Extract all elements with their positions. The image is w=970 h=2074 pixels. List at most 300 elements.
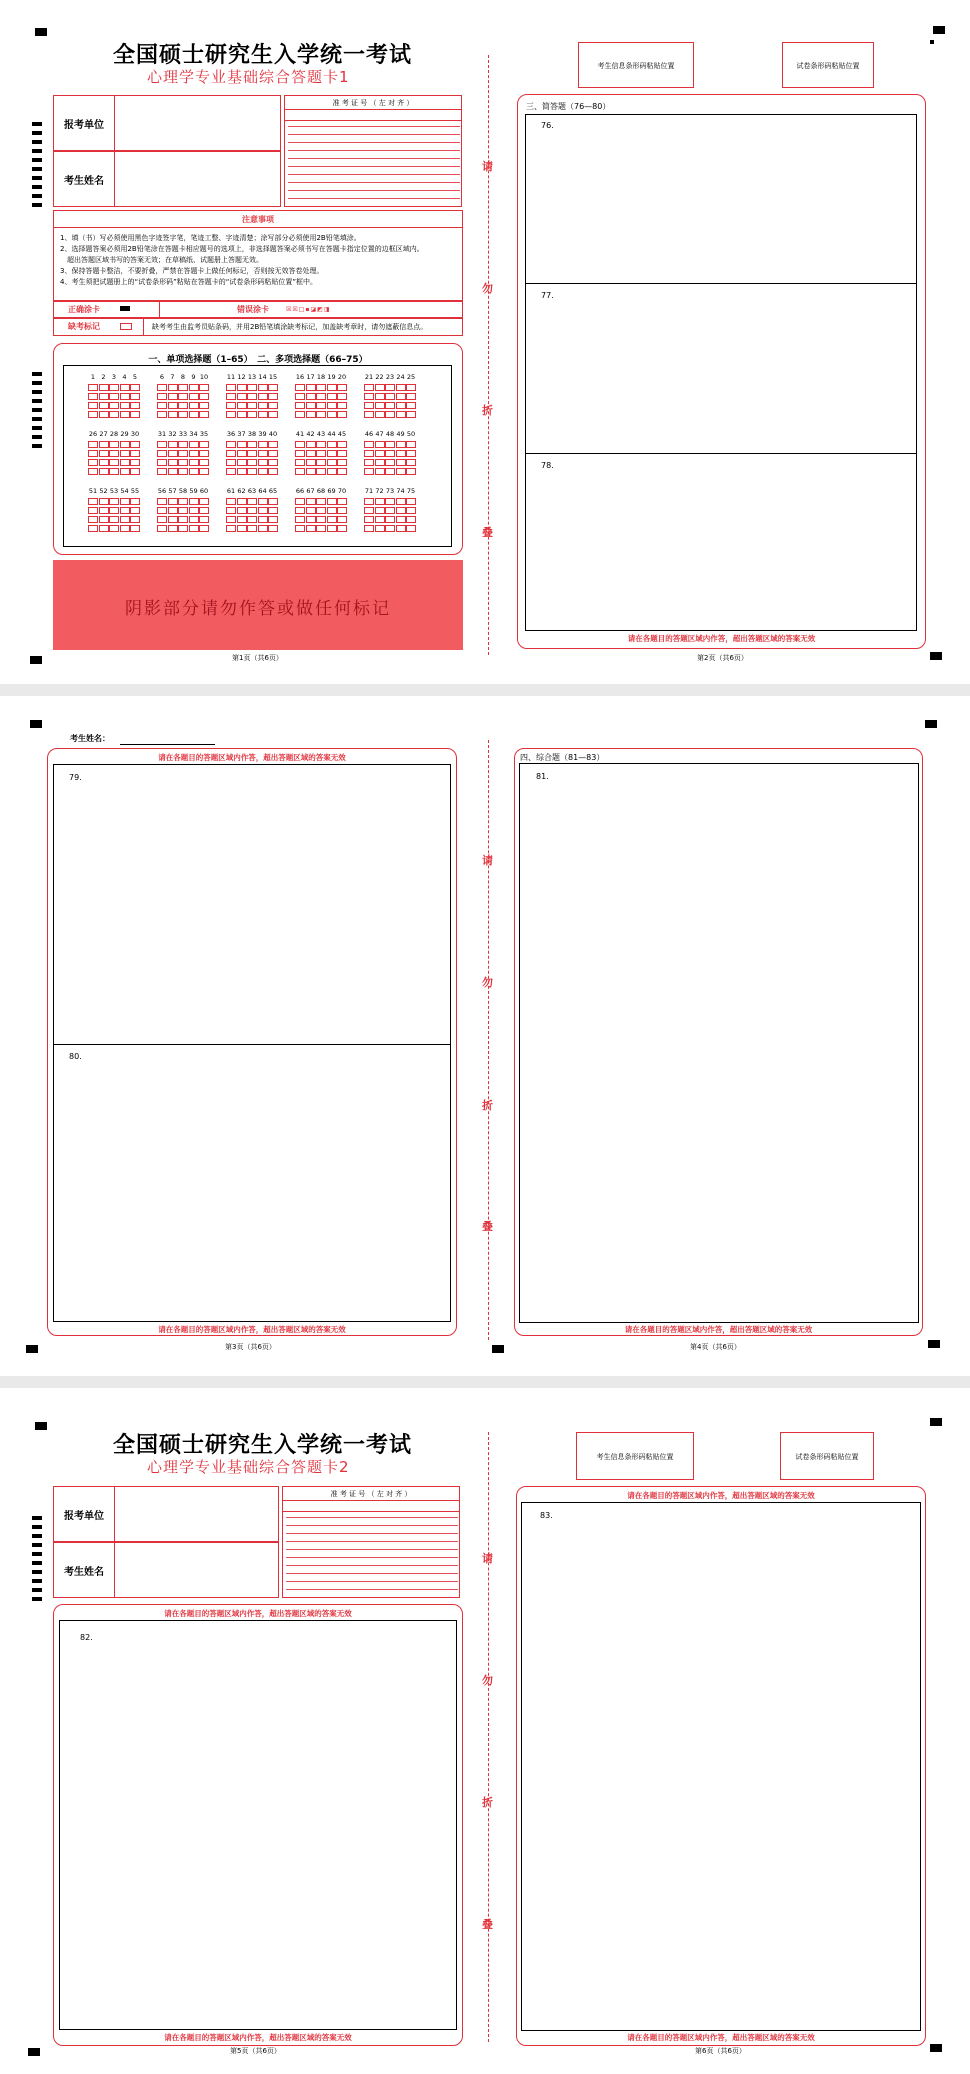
answer-bubble[interactable] bbox=[99, 441, 109, 448]
answer-bubble[interactable] bbox=[88, 516, 98, 523]
answer-bubble[interactable] bbox=[295, 468, 305, 475]
answer-bubble[interactable] bbox=[337, 468, 347, 475]
answer-bubble[interactable] bbox=[226, 525, 236, 532]
answer-bubble[interactable] bbox=[88, 525, 98, 532]
answer-bubble[interactable] bbox=[237, 384, 247, 391]
answer-bubble[interactable] bbox=[316, 384, 326, 391]
answer-bubble[interactable] bbox=[130, 516, 140, 523]
answer-bubble[interactable] bbox=[130, 459, 140, 466]
answer-bubble[interactable] bbox=[178, 498, 188, 505]
answer-bubble[interactable] bbox=[337, 525, 347, 532]
answer-bubble[interactable] bbox=[337, 459, 347, 466]
report-unit-box[interactable] bbox=[53, 95, 281, 151]
answer-bubble[interactable] bbox=[375, 441, 385, 448]
answer-area[interactable] bbox=[519, 763, 919, 1323]
choice-bubble-grid[interactable] bbox=[88, 373, 448, 543]
answer-bubble[interactable] bbox=[226, 402, 236, 409]
answer-bubble[interactable] bbox=[268, 393, 278, 400]
answer-bubble[interactable] bbox=[295, 441, 305, 448]
answer-bubble[interactable] bbox=[375, 507, 385, 514]
answer-bubble[interactable] bbox=[375, 402, 385, 409]
answer-bubble[interactable] bbox=[268, 507, 278, 514]
answer-bubble[interactable] bbox=[295, 498, 305, 505]
answer-bubble[interactable] bbox=[109, 507, 119, 514]
answer-bubble[interactable] bbox=[364, 393, 374, 400]
answer-bubble[interactable] bbox=[178, 393, 188, 400]
answer-bubble[interactable] bbox=[88, 507, 98, 514]
admission-number-grid[interactable] bbox=[282, 1486, 460, 1598]
answer-bubble[interactable] bbox=[157, 525, 167, 532]
answer-bubble[interactable] bbox=[337, 411, 347, 418]
answer-bubble[interactable] bbox=[168, 498, 178, 505]
answer-bubble[interactable] bbox=[247, 468, 257, 475]
answer-bubble[interactable] bbox=[364, 525, 374, 532]
answer-bubble[interactable] bbox=[406, 441, 416, 448]
answer-bubble[interactable] bbox=[247, 402, 257, 409]
answer-bubble[interactable] bbox=[168, 441, 178, 448]
answer-bubble[interactable] bbox=[247, 384, 257, 391]
answer-bubble[interactable] bbox=[109, 498, 119, 505]
answer-bubble[interactable] bbox=[99, 393, 109, 400]
answer-bubble[interactable] bbox=[130, 384, 140, 391]
answer-bubble[interactable] bbox=[130, 411, 140, 418]
answer-bubble[interactable] bbox=[258, 393, 268, 400]
answer-bubble[interactable] bbox=[178, 411, 188, 418]
answer-bubble[interactable] bbox=[88, 468, 98, 475]
answer-bubble[interactable] bbox=[258, 459, 268, 466]
answer-bubble[interactable] bbox=[226, 459, 236, 466]
answer-bubble[interactable] bbox=[406, 411, 416, 418]
answer-bubble[interactable] bbox=[237, 393, 247, 400]
answer-bubble[interactable] bbox=[406, 507, 416, 514]
answer-bubble[interactable] bbox=[268, 411, 278, 418]
answer-bubble[interactable] bbox=[247, 507, 257, 514]
answer-bubble[interactable] bbox=[327, 402, 337, 409]
answer-bubble[interactable] bbox=[189, 459, 199, 466]
answer-bubble[interactable] bbox=[99, 516, 109, 523]
answer-bubble[interactable] bbox=[337, 393, 347, 400]
answer-bubble[interactable] bbox=[109, 441, 119, 448]
answer-bubble[interactable] bbox=[337, 507, 347, 514]
answer-bubble[interactable] bbox=[258, 507, 268, 514]
answer-bubble[interactable] bbox=[396, 384, 406, 391]
answer-bubble[interactable] bbox=[396, 459, 406, 466]
answer-bubble[interactable] bbox=[364, 468, 374, 475]
answer-bubble[interactable] bbox=[295, 393, 305, 400]
answer-bubble[interactable] bbox=[295, 384, 305, 391]
answer-bubble[interactable] bbox=[316, 411, 326, 418]
answer-bubble[interactable] bbox=[406, 402, 416, 409]
answer-bubble[interactable] bbox=[109, 411, 119, 418]
answer-area[interactable] bbox=[521, 1502, 921, 2031]
answer-bubble[interactable] bbox=[157, 498, 167, 505]
answer-bubble[interactable] bbox=[178, 441, 188, 448]
answer-bubble[interactable] bbox=[199, 498, 209, 505]
answer-bubble[interactable] bbox=[199, 459, 209, 466]
answer-bubble[interactable] bbox=[306, 459, 316, 466]
answer-bubble[interactable] bbox=[364, 498, 374, 505]
answer-bubble[interactable] bbox=[406, 450, 416, 457]
answer-bubble[interactable] bbox=[385, 507, 395, 514]
answer-bubble[interactable] bbox=[120, 498, 130, 505]
answer-bubble[interactable] bbox=[385, 393, 395, 400]
answer-bubble[interactable] bbox=[406, 384, 416, 391]
answer-bubble[interactable] bbox=[88, 393, 98, 400]
answer-bubble[interactable] bbox=[385, 450, 395, 457]
answer-bubble[interactable] bbox=[258, 498, 268, 505]
answer-bubble[interactable] bbox=[375, 525, 385, 532]
answer-bubble[interactable] bbox=[327, 450, 337, 457]
answer-bubble[interactable] bbox=[120, 393, 130, 400]
answer-bubble[interactable] bbox=[178, 507, 188, 514]
answer-bubble[interactable] bbox=[168, 450, 178, 457]
answer-bubble[interactable] bbox=[258, 402, 268, 409]
answer-bubble[interactable] bbox=[88, 498, 98, 505]
answer-bubble[interactable] bbox=[364, 441, 374, 448]
answer-bubble[interactable] bbox=[178, 402, 188, 409]
answer-bubble[interactable] bbox=[364, 384, 374, 391]
answer-bubble[interactable] bbox=[375, 459, 385, 466]
answer-bubble[interactable] bbox=[189, 525, 199, 532]
answer-bubble[interactable] bbox=[189, 468, 199, 475]
answer-bubble[interactable] bbox=[258, 384, 268, 391]
answer-bubble[interactable] bbox=[120, 384, 130, 391]
answer-bubble[interactable] bbox=[157, 393, 167, 400]
answer-bubble[interactable] bbox=[375, 384, 385, 391]
answer-bubble[interactable] bbox=[130, 507, 140, 514]
answer-bubble[interactable] bbox=[258, 411, 268, 418]
answer-bubble[interactable] bbox=[396, 402, 406, 409]
answer-bubble[interactable] bbox=[199, 402, 209, 409]
answer-bubble[interactable] bbox=[327, 507, 337, 514]
answer-bubble[interactable] bbox=[199, 450, 209, 457]
answer-bubble[interactable] bbox=[316, 525, 326, 532]
answer-bubble[interactable] bbox=[375, 450, 385, 457]
answer-bubble[interactable] bbox=[88, 384, 98, 391]
answer-bubble[interactable] bbox=[295, 507, 305, 514]
answer-bubble[interactable] bbox=[157, 441, 167, 448]
answer-bubble[interactable] bbox=[385, 498, 395, 505]
answer-bubble[interactable] bbox=[316, 507, 326, 514]
answer-bubble[interactable] bbox=[189, 450, 199, 457]
answer-bubble[interactable] bbox=[268, 468, 278, 475]
answer-bubble[interactable] bbox=[385, 441, 395, 448]
answer-bubble[interactable] bbox=[327, 459, 337, 466]
answer-bubble[interactable] bbox=[258, 450, 268, 457]
answer-bubble[interactable] bbox=[396, 393, 406, 400]
answer-bubble[interactable] bbox=[247, 441, 257, 448]
answer-bubble[interactable] bbox=[99, 498, 109, 505]
answer-bubble[interactable] bbox=[157, 384, 167, 391]
answer-bubble[interactable] bbox=[316, 468, 326, 475]
answer-bubble[interactable] bbox=[168, 384, 178, 391]
answer-bubble[interactable] bbox=[237, 507, 247, 514]
answer-bubble[interactable] bbox=[199, 516, 209, 523]
answer-bubble[interactable] bbox=[247, 459, 257, 466]
answer-bubble[interactable] bbox=[337, 498, 347, 505]
answer-bubble[interactable] bbox=[88, 402, 98, 409]
answer-bubble[interactable] bbox=[168, 516, 178, 523]
answer-bubble[interactable] bbox=[337, 450, 347, 457]
answer-bubble[interactable] bbox=[157, 411, 167, 418]
answer-bubble[interactable] bbox=[226, 384, 236, 391]
answer-bubble[interactable] bbox=[385, 402, 395, 409]
answer-bubble[interactable] bbox=[178, 459, 188, 466]
answer-bubble[interactable] bbox=[157, 450, 167, 457]
answer-bubble[interactable] bbox=[199, 525, 209, 532]
answer-bubble[interactable] bbox=[199, 468, 209, 475]
answer-bubble[interactable] bbox=[364, 450, 374, 457]
answer-bubble[interactable] bbox=[130, 402, 140, 409]
answer-bubble[interactable] bbox=[157, 516, 167, 523]
answer-bubble[interactable] bbox=[120, 459, 130, 466]
report-unit-box[interactable] bbox=[53, 1486, 279, 1542]
answer-bubble[interactable] bbox=[120, 441, 130, 448]
candidate-name-box[interactable] bbox=[53, 151, 281, 207]
answer-bubble[interactable] bbox=[306, 393, 316, 400]
answer-bubble[interactable] bbox=[88, 441, 98, 448]
answer-bubble[interactable] bbox=[375, 516, 385, 523]
answer-bubble[interactable] bbox=[247, 411, 257, 418]
answer-bubble[interactable] bbox=[99, 384, 109, 391]
answer-area[interactable] bbox=[525, 114, 917, 631]
answer-bubble[interactable] bbox=[364, 507, 374, 514]
answer-bubble[interactable] bbox=[237, 450, 247, 457]
answer-bubble[interactable] bbox=[406, 459, 416, 466]
answer-bubble[interactable] bbox=[396, 516, 406, 523]
answer-bubble[interactable] bbox=[306, 507, 316, 514]
answer-bubble[interactable] bbox=[295, 459, 305, 466]
answer-bubble[interactable] bbox=[327, 525, 337, 532]
answer-bubble[interactable] bbox=[327, 393, 337, 400]
answer-bubble[interactable] bbox=[237, 498, 247, 505]
answer-bubble[interactable] bbox=[189, 411, 199, 418]
answer-bubble[interactable] bbox=[364, 516, 374, 523]
answer-bubble[interactable] bbox=[99, 525, 109, 532]
answer-bubble[interactable] bbox=[130, 525, 140, 532]
answer-bubble[interactable] bbox=[226, 411, 236, 418]
answer-bubble[interactable] bbox=[178, 525, 188, 532]
answer-bubble[interactable] bbox=[268, 384, 278, 391]
answer-bubble[interactable] bbox=[226, 441, 236, 448]
answer-bubble[interactable] bbox=[396, 441, 406, 448]
answer-bubble[interactable] bbox=[88, 450, 98, 457]
answer-bubble[interactable] bbox=[306, 525, 316, 532]
absent-mark-bubble[interactable] bbox=[120, 323, 132, 330]
answer-bubble[interactable] bbox=[99, 468, 109, 475]
answer-bubble[interactable] bbox=[226, 393, 236, 400]
answer-bubble[interactable] bbox=[99, 459, 109, 466]
answer-bubble[interactable] bbox=[316, 459, 326, 466]
answer-bubble[interactable] bbox=[226, 507, 236, 514]
answer-bubble[interactable] bbox=[316, 450, 326, 457]
answer-bubble[interactable] bbox=[306, 384, 316, 391]
answer-area[interactable] bbox=[53, 764, 451, 1322]
answer-bubble[interactable] bbox=[109, 450, 119, 457]
answer-bubble[interactable] bbox=[99, 450, 109, 457]
answer-bubble[interactable] bbox=[168, 507, 178, 514]
candidate-name-line[interactable] bbox=[120, 744, 215, 745]
answer-bubble[interactable] bbox=[199, 507, 209, 514]
answer-bubble[interactable] bbox=[306, 450, 316, 457]
answer-bubble[interactable] bbox=[120, 468, 130, 475]
admission-number-grid[interactable] bbox=[284, 95, 462, 207]
answer-bubble[interactable] bbox=[168, 525, 178, 532]
answer-bubble[interactable] bbox=[337, 516, 347, 523]
answer-bubble[interactable] bbox=[316, 498, 326, 505]
answer-bubble[interactable] bbox=[189, 384, 199, 391]
answer-bubble[interactable] bbox=[109, 393, 119, 400]
answer-bubble[interactable] bbox=[316, 441, 326, 448]
answer-bubble[interactable] bbox=[178, 450, 188, 457]
answer-bubble[interactable] bbox=[130, 450, 140, 457]
answer-bubble[interactable] bbox=[109, 468, 119, 475]
answer-bubble[interactable] bbox=[247, 393, 257, 400]
answer-bubble[interactable] bbox=[295, 525, 305, 532]
answer-bubble[interactable] bbox=[337, 384, 347, 391]
answer-bubble[interactable] bbox=[199, 384, 209, 391]
answer-bubble[interactable] bbox=[306, 498, 316, 505]
answer-bubble[interactable] bbox=[385, 525, 395, 532]
answer-bubble[interactable] bbox=[199, 393, 209, 400]
answer-bubble[interactable] bbox=[226, 516, 236, 523]
answer-bubble[interactable] bbox=[237, 516, 247, 523]
answer-bubble[interactable] bbox=[247, 498, 257, 505]
answer-bubble[interactable] bbox=[268, 525, 278, 532]
answer-bubble[interactable] bbox=[237, 441, 247, 448]
answer-bubble[interactable] bbox=[237, 468, 247, 475]
answer-bubble[interactable] bbox=[327, 441, 337, 448]
answer-bubble[interactable] bbox=[199, 441, 209, 448]
answer-bubble[interactable] bbox=[396, 450, 406, 457]
answer-bubble[interactable] bbox=[327, 498, 337, 505]
answer-bubble[interactable] bbox=[157, 507, 167, 514]
answer-bubble[interactable] bbox=[178, 468, 188, 475]
answer-bubble[interactable] bbox=[120, 507, 130, 514]
answer-bubble[interactable] bbox=[327, 516, 337, 523]
answer-bubble[interactable] bbox=[258, 441, 268, 448]
answer-bubble[interactable] bbox=[406, 468, 416, 475]
admission-bubbles[interactable] bbox=[288, 123, 460, 203]
answer-bubble[interactable] bbox=[258, 516, 268, 523]
answer-bubble[interactable] bbox=[375, 468, 385, 475]
answer-bubble[interactable] bbox=[268, 450, 278, 457]
answer-bubble[interactable] bbox=[120, 411, 130, 418]
answer-bubble[interactable] bbox=[130, 441, 140, 448]
answer-bubble[interactable] bbox=[327, 411, 337, 418]
answer-bubble[interactable] bbox=[306, 402, 316, 409]
answer-bubble[interactable] bbox=[157, 402, 167, 409]
answer-bubble[interactable] bbox=[337, 402, 347, 409]
answer-bubble[interactable] bbox=[295, 402, 305, 409]
answer-bubble[interactable] bbox=[375, 411, 385, 418]
answer-bubble[interactable] bbox=[364, 459, 374, 466]
answer-bubble[interactable] bbox=[396, 498, 406, 505]
answer-bubble[interactable] bbox=[268, 498, 278, 505]
answer-bubble[interactable] bbox=[306, 411, 316, 418]
answer-bubble[interactable] bbox=[168, 468, 178, 475]
answer-area[interactable] bbox=[59, 1620, 457, 2030]
answer-bubble[interactable] bbox=[157, 459, 167, 466]
answer-bubble[interactable] bbox=[189, 402, 199, 409]
answer-bubble[interactable] bbox=[99, 411, 109, 418]
answer-bubble[interactable] bbox=[88, 459, 98, 466]
answer-bubble[interactable] bbox=[109, 459, 119, 466]
answer-bubble[interactable] bbox=[406, 498, 416, 505]
answer-bubble[interactable] bbox=[109, 525, 119, 532]
answer-bubble[interactable] bbox=[199, 411, 209, 418]
answer-bubble[interactable] bbox=[168, 459, 178, 466]
answer-bubble[interactable] bbox=[168, 393, 178, 400]
answer-bubble[interactable] bbox=[88, 411, 98, 418]
answer-bubble[interactable] bbox=[237, 411, 247, 418]
answer-bubble[interactable] bbox=[385, 468, 395, 475]
answer-bubble[interactable] bbox=[406, 525, 416, 532]
answer-bubble[interactable] bbox=[247, 450, 257, 457]
answer-bubble[interactable] bbox=[189, 507, 199, 514]
answer-bubble[interactable] bbox=[364, 402, 374, 409]
answer-bubble[interactable] bbox=[109, 402, 119, 409]
answer-bubble[interactable] bbox=[306, 468, 316, 475]
answer-bubble[interactable] bbox=[268, 459, 278, 466]
answer-bubble[interactable] bbox=[130, 498, 140, 505]
answer-bubble[interactable] bbox=[364, 411, 374, 418]
answer-bubble[interactable] bbox=[226, 468, 236, 475]
answer-bubble[interactable] bbox=[337, 441, 347, 448]
answer-bubble[interactable] bbox=[396, 507, 406, 514]
answer-bubble[interactable] bbox=[130, 393, 140, 400]
answer-bubble[interactable] bbox=[295, 516, 305, 523]
answer-bubble[interactable] bbox=[247, 525, 257, 532]
answer-bubble[interactable] bbox=[237, 525, 247, 532]
answer-bubble[interactable] bbox=[99, 402, 109, 409]
answer-bubble[interactable] bbox=[189, 516, 199, 523]
answer-bubble[interactable] bbox=[306, 441, 316, 448]
answer-bubble[interactable] bbox=[316, 393, 326, 400]
answer-bubble[interactable] bbox=[237, 459, 247, 466]
answer-bubble[interactable] bbox=[306, 516, 316, 523]
answer-bubble[interactable] bbox=[189, 498, 199, 505]
answer-bubble[interactable] bbox=[385, 384, 395, 391]
answer-bubble[interactable] bbox=[168, 402, 178, 409]
answer-bubble[interactable] bbox=[120, 402, 130, 409]
answer-bubble[interactable] bbox=[258, 468, 268, 475]
answer-bubble[interactable] bbox=[385, 516, 395, 523]
answer-bubble[interactable] bbox=[178, 516, 188, 523]
answer-bubble[interactable] bbox=[406, 516, 416, 523]
answer-bubble[interactable] bbox=[130, 468, 140, 475]
answer-bubble[interactable] bbox=[396, 468, 406, 475]
candidate-name-box[interactable] bbox=[53, 1542, 279, 1598]
answer-bubble[interactable] bbox=[327, 384, 337, 391]
answer-bubble[interactable] bbox=[109, 516, 119, 523]
answer-bubble[interactable] bbox=[327, 468, 337, 475]
answer-bubble[interactable] bbox=[109, 384, 119, 391]
answer-bubble[interactable] bbox=[157, 468, 167, 475]
answer-bubble[interactable] bbox=[99, 507, 109, 514]
admission-bubbles[interactable] bbox=[286, 1514, 458, 1594]
answer-bubble[interactable] bbox=[237, 402, 247, 409]
answer-bubble[interactable] bbox=[258, 525, 268, 532]
answer-bubble[interactable] bbox=[189, 441, 199, 448]
answer-bubble[interactable] bbox=[268, 441, 278, 448]
answer-bubble[interactable] bbox=[385, 459, 395, 466]
answer-bubble[interactable] bbox=[316, 402, 326, 409]
answer-bubble[interactable] bbox=[120, 525, 130, 532]
answer-bubble[interactable] bbox=[226, 498, 236, 505]
answer-bubble[interactable] bbox=[268, 402, 278, 409]
answer-bubble[interactable] bbox=[295, 450, 305, 457]
